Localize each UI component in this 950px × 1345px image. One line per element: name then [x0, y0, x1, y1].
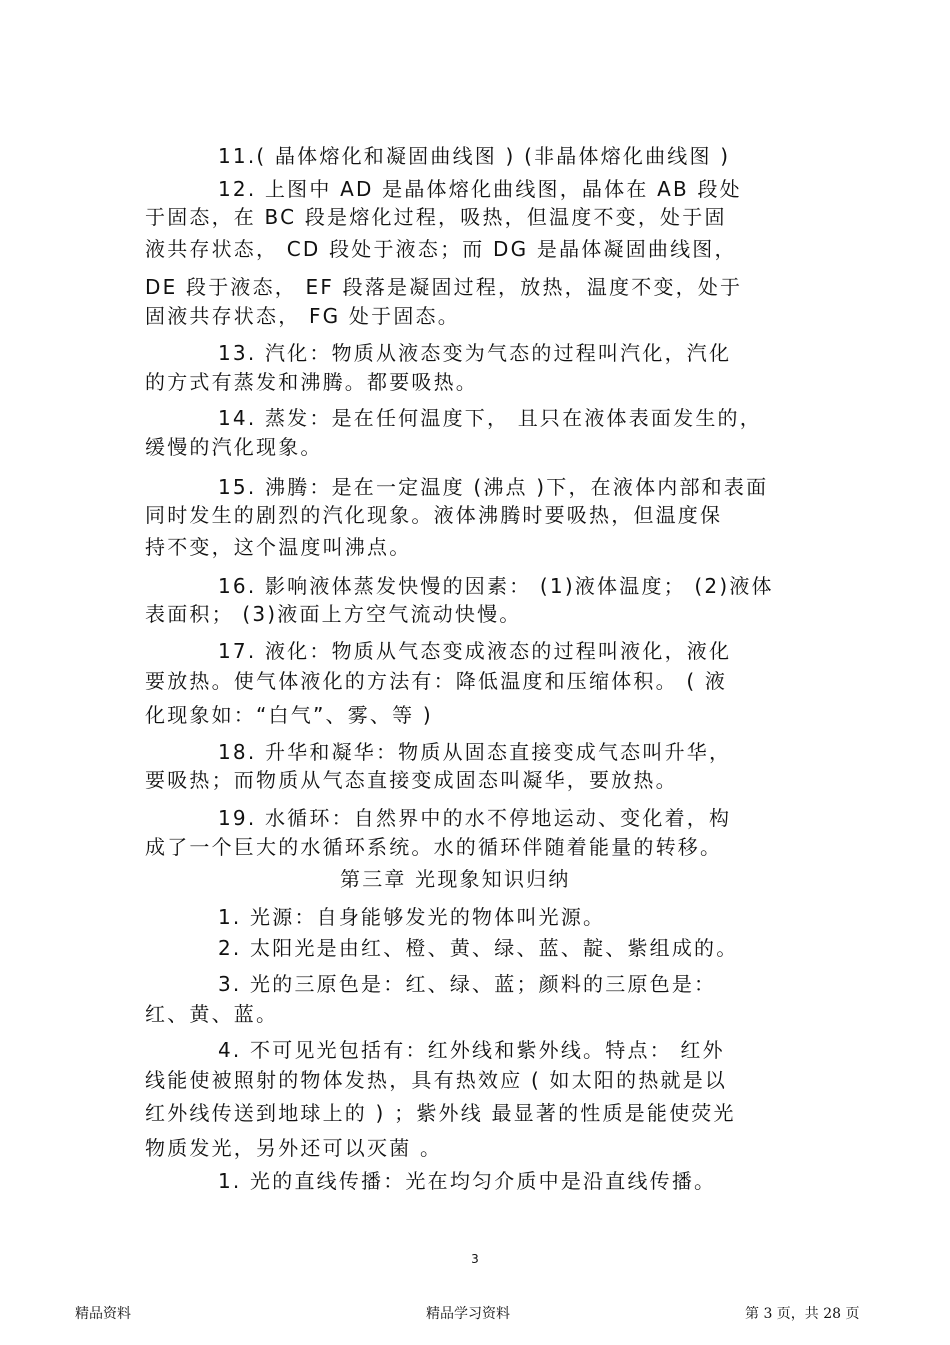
text-line: 红外线传送到地球上的 ) ；紫外线 最显著的性质是能使荧光: [145, 1101, 736, 1125]
text-line: 的方式有蒸发和沸腾。都要吸热。: [145, 370, 478, 394]
text-line: 表面积； (3)液面上方空气流动快慢。: [145, 602, 522, 626]
text-line: 13. 汽化：物质从液态变为气态的过程叫汽化，汽化: [218, 341, 732, 365]
text-line: 物质发光，另外还可以灭菌 。: [145, 1136, 443, 1160]
text-line: DE 段于液态， EF 段落是凝固过程，放热，温度不变，处于: [145, 275, 743, 299]
text-line: 15. 沸腾：是在一定温度 (沸点 )下，在液体内部和表面: [218, 475, 769, 499]
text-line: 成了一个巨大的水循环系统。水的循环伴随着能量的转移。: [145, 835, 723, 859]
text-line: 16. 影响液体蒸发快慢的因素： (1)液体温度； (2)液体: [218, 574, 774, 598]
text-line: 1. 光的直线传播：光在均匀介质中是沿直线传播。: [218, 1169, 717, 1193]
text-line: 1. 光源：自身能够发光的物体叫光源。: [218, 905, 606, 929]
text-line: 要放热。使气体液化的方法有：降低温度和压缩体积。 ( 液: [145, 669, 728, 693]
text-line: 17. 液化：物质从气态变成液态的过程叫液化，液化: [218, 639, 732, 663]
footer-left: 精品资料: [75, 1306, 131, 1322]
text-line: 线能使被照射的物体发热，具有热效应 ( 如太阳的热就是以: [145, 1068, 728, 1092]
text-line: 18. 升华和凝华：物质从固态直接变成气态叫升华，: [218, 740, 732, 764]
text-line: 14. 蒸发：是在任何温度下， 且只在液体表面发生的，: [218, 406, 762, 430]
text-line: 于固态，在 BC 段是熔化过程，吸热，但温度不变，处于固: [145, 205, 727, 229]
text-line: 持不变，这个温度叫沸点。: [145, 535, 412, 559]
text-line: 缓慢的汽化现象。: [145, 435, 323, 459]
text-line: 化现象如：“白气”、雾、等 ): [145, 703, 433, 727]
text-line: 12. 上图中 AD 是晶体熔化曲线图，晶体在 AB 段处: [218, 177, 742, 201]
chapter-heading: 第三章 光现象知识归纳: [340, 867, 571, 891]
text-line: 11.( 晶体熔化和凝固曲线图 ) (非晶体熔化曲线图 ): [218, 144, 731, 168]
page-number: 3: [471, 1252, 479, 1266]
text-line: 4. 不可见光包括有：红外线和紫外线。特点： 红外: [218, 1038, 725, 1062]
text-line: 红、黄、蓝。: [145, 1002, 279, 1026]
text-line: 要吸热；而物质从气态直接变成固态叫凝华，要放热。: [145, 768, 678, 792]
footer-center: 精品学习资料: [426, 1306, 510, 1322]
text-line: 同时发生的剧烈的汽化现象。液体沸腾时要吸热，但温度保: [145, 503, 723, 527]
text-line: 液共存状态， CD 段处于液态；而 DG 是晶体凝固曲线图，: [145, 237, 737, 261]
text-line: 2. 太阳光是由红、橙、黄、绿、蓝、靛、紫组成的。: [218, 936, 739, 960]
text-line: 3. 光的三原色是：红、绿、蓝；颜料的三原色是：: [218, 972, 717, 996]
footer-right: 第 3 页，共 28 页: [745, 1306, 860, 1322]
text-line: 19. 水循环：自然界中的水不停地运动、变化着，构: [218, 806, 732, 830]
text-line: 固液共存状态， FG 处于固态。: [145, 304, 460, 328]
